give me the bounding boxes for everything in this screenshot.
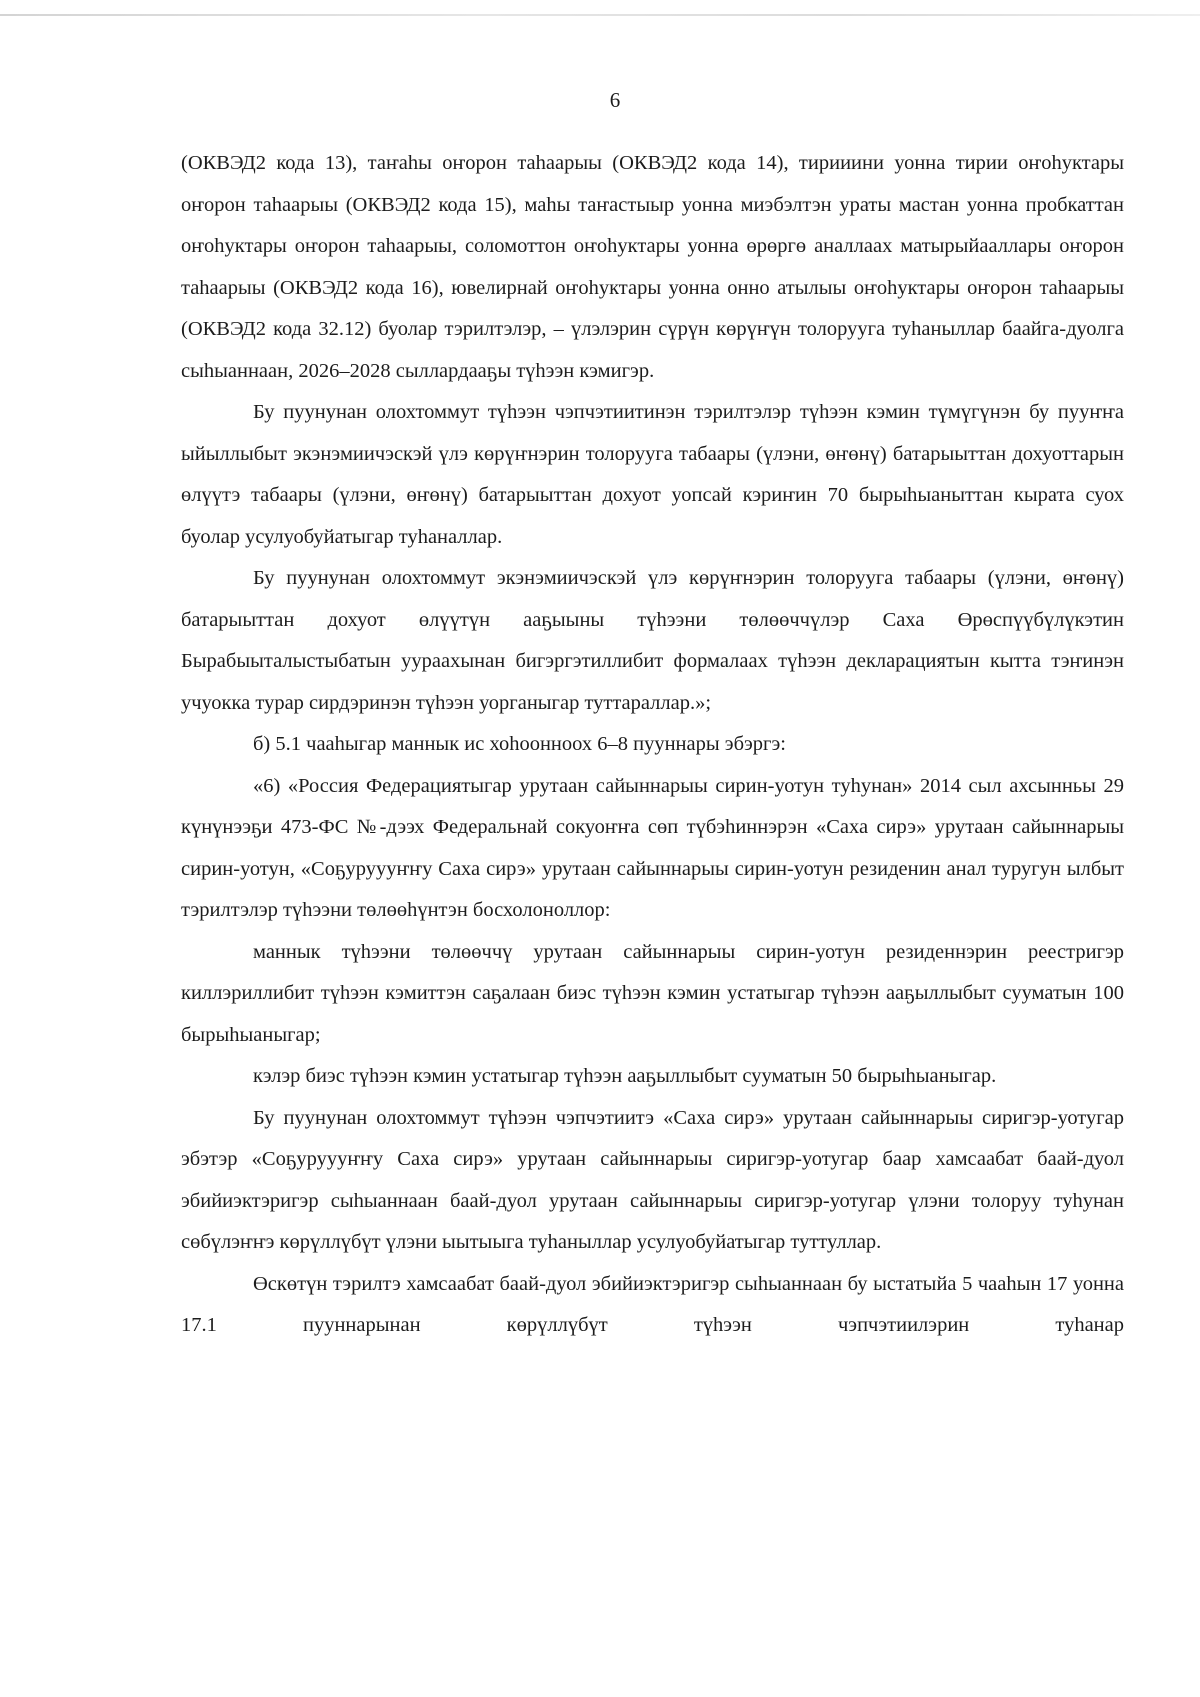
paragraph-relief-50-percent: кэлэр биэс түһээн кэмин устатыгар түһээн ааҕыллыбыт сууматын 50 бырыһыаныгар. — [253, 1065, 997, 1087]
document-body — [181, 143, 1124, 1347]
scan-edge-line — [0, 14, 1200, 16]
paragraph-property-relief: Өскөтүн тэрилтэ хамсаабат баай-дуол эбийиэктэригэр сыһыаннаан бу ыстатыйа 5 чааһын 17 уонна 17.1 пууннарынан көрүллүбүт түһээн чэпчэтиилэрин туһанар — [181, 1272, 1124, 1336]
paragraph-tax-relief-share: Бу пуунунан олохтоммут түһээн чэпчэтиитинэн тэрилтэлэр түһээн кэмин түмүгүнэн бу пууҥҥа ыйыллыбыт экэнэмиичэскэй үлэ көрүҥнэрин толорууга табаары (үлэни, өҥөнү) батарыыттан дохуоттарын өлүүтэ табаары (үлэни, өҥөнү) батарыыттан дохуот уопсай кэриҥин 70 бырыһыаныттан кырата суох буолар усулуобуйатыгар туһаналлар. — [181, 401, 1124, 548]
paragraph-territory-conditions: Бу пуунунан олохтоммут түһээн чэпчэтиитэ «Саха сирэ» урутаан сайыннарыы сиригэр-уотугар эбэтэр «Соҕуруууҥҥу Саха сирэ» урутаан сайыннарыы сиригэр-уотугар баар хамсаабат баай-дуол эбийиэктэригэр сыһыаннаан баай-дуол урутаан сайыннарыы сиригэр-уотугар үлэни толоруу туһунан сөбүлэҥҥэ көрүллүбүт үлэни ыытыыга туһаныллар усулуобуйатыгар туттуллар. — [181, 1106, 1124, 1253]
paragraph-continued: (ОКВЭД2 кода 13), таҥаһы оҥорон таһаарыы (ОКВЭД2 кода 14), тирииини уонна тирии оҥоһуктары оҥорон таһаарыы (ОКВЭД2 кода 15), маһы таҥастыыр уонна миэбэлтэн ураты мастан уонна пробкаттан оҥоһуктары оҥорон таһаарыы, соломоттон оҥоһуктары уонна өрөргө аналлаах матырыйааллары оҥорон таһаарыы (ОКВЭД2 кода 16), ювелирнай оҥоһуктары уонна онно атылыы оҥоһуктары оҥорон таһаарыы (ОКВЭД2 кода 32.12) буолар тэрилтэлэр, – үлэлэрин сүрүн көрүҥүн толорууга туһаныллар баайга-дуолга сыһыаннаан, 2026–2028 сыллардааҕы түһээн кэмигэр. — [181, 152, 1124, 382]
paragraph-income-declaration: Бу пуунунан олохтоммут экэнэмиичэскэй үлэ көрүҥнэрин толорууга табаары (үлэни, өҥөнү) батарыыттан дохуот өлүүтүн ааҕыыны түһээни төлөөччүлэр Саха Өрөспүүбүлүкэтин Бырабыыталыстыбатын уураахынан бигэргэтиллибит формалаах түһээн декларациятын кытта тэҥинэн учуокка турар сирдэринэн түһээн уорганыгар туттараллар.»; — [181, 567, 1124, 714]
paragraph-clause-6: «6) «Россия Федерациятыгар урутаан сайыннарыы сирин-уотун туһунан» 2014 сыл ахсынньы 29 күнүнээҕи 473-ФС №-дээх Федеральнай сокуоҥҥа сөп түбэһиннэрэн «Саха сирэ» урутаан сайыннарыы сирин-уотун, «Соҕуруууҥҥу Саха сирэ» урутаан сайыннарыы сирин-уотун резиденин анал туругун ылбыт тэрилтэлэр түһээни төлөөһүнтэн босхолоноллор: — [181, 774, 1124, 921]
paragraph-amendment-b: б) 5.1 чааһыгар маннык ис хоһоонноох 6–8 пууннары эбэргэ: — [253, 733, 786, 755]
paragraph-relief-100-percent: маннык түһээни төлөөччү урутаан сайыннарыы сирин-уотун резиденнэрин реестригэр киллэриллибит түһээн кэмиттэн саҕалаан биэс түһээн кэмин устатыгар түһээн ааҕыллыбыт сууматын 100 бырыһыаныгар; — [181, 940, 1124, 1046]
page-number: 6 — [609, 88, 621, 112]
